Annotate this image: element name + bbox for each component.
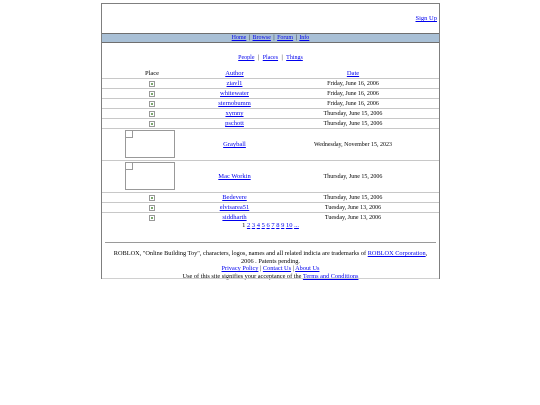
pager-page-link[interactable]: 3 (251, 222, 256, 229)
nav-browse-link[interactable]: Browse (252, 35, 271, 41)
author-link[interactable]: siddharth (222, 214, 247, 221)
table-row (102, 129, 439, 161)
footer-separator: | (260, 265, 262, 273)
footer-divider (105, 242, 436, 243)
date-cell: Tuesday, June 13, 2006 (324, 214, 382, 221)
terms-link[interactable]: Terms and Conditions (302, 272, 359, 280)
privacy-policy-link[interactable]: Privacy Policy (221, 265, 259, 273)
author-link[interactable]: Grayball (223, 141, 246, 148)
author-link[interactable]: xymny (225, 110, 244, 117)
date-cell: Wednesday, November 15, 2023 (314, 141, 392, 148)
date-cell: Friday, June 16, 2006 (327, 80, 379, 87)
pager-more-link[interactable]: ... (294, 222, 299, 229)
pager-current-page: 1 (242, 222, 246, 229)
column-header-date[interactable]: Date (346, 70, 360, 77)
pager-page-link[interactable]: 9 (281, 222, 285, 229)
place-thumbnail-icon[interactable] (149, 81, 155, 87)
nav-info-link[interactable]: Info (299, 35, 310, 41)
nav-separator: | (273, 35, 275, 41)
column-header-place: Place (144, 70, 160, 77)
patent-text: , 2006 . Patents pending. (241, 250, 428, 265)
pager-page-link[interactable]: 10 (285, 222, 293, 229)
author-link[interactable]: Mac Workin (218, 173, 251, 180)
place-thumbnail-icon[interactable] (149, 215, 155, 221)
table-row (102, 213, 439, 222)
author-link[interactable]: elvisarea51 (219, 204, 250, 211)
table-row (102, 161, 439, 193)
bottom-border (102, 278, 439, 279)
footer-separator: | (292, 265, 294, 273)
place-thumbnail-icon[interactable] (149, 91, 155, 97)
place-thumbnail-icon[interactable] (125, 162, 175, 190)
pager-page-link[interactable]: 4 (256, 222, 260, 229)
author-link[interactable]: pschott (225, 120, 244, 127)
date-cell: Thursday, June 15, 2006 (323, 120, 383, 127)
place-thumbnail-icon[interactable] (149, 101, 155, 107)
table-row (102, 89, 439, 99)
pager-page-link[interactable]: 2 (246, 222, 251, 229)
date-cell: Friday, June 16, 2006 (327, 90, 379, 97)
place-thumbnail-icon[interactable] (149, 195, 155, 201)
pager-page-link[interactable]: 5 (261, 222, 265, 229)
tab-separator: | (258, 55, 260, 61)
place-thumbnail-icon[interactable] (149, 111, 155, 117)
pager-page-link[interactable]: 8 (276, 222, 280, 229)
places-table (102, 69, 439, 222)
table-row (102, 79, 439, 89)
table-row (102, 119, 439, 129)
author-link[interactable]: Bedevere (222, 194, 247, 201)
date-cell: Tuesday, June 13, 2006 (324, 204, 382, 211)
table-row (102, 109, 439, 119)
place-thumbnail-icon[interactable] (125, 130, 175, 158)
header (102, 3, 439, 35)
contact-us-link[interactable]: Contact Us (262, 265, 292, 273)
author-link[interactable]: whitewater (220, 90, 249, 97)
date-cell: Thursday, June 15, 2006 (323, 173, 383, 180)
nav-separator: | (248, 35, 251, 41)
footer (110, 250, 431, 280)
author-link[interactable]: ziavl1 (226, 80, 243, 87)
signup-link[interactable]: Sign Up (415, 15, 437, 22)
page-frame (101, 3, 440, 279)
pager-page-link[interactable]: 7 (271, 222, 275, 229)
roblox-corporation-link[interactable]: ROBLOX Corporation (367, 250, 426, 257)
table-row (102, 99, 439, 109)
table-row (102, 193, 439, 203)
pager-page-link[interactable]: 6 (266, 222, 270, 229)
nav-bar (102, 33, 439, 43)
nav-forum-link[interactable]: Forum (277, 35, 294, 41)
tab-people[interactable]: People (238, 55, 255, 61)
tab-things[interactable]: Things (286, 55, 303, 61)
nav-separator: | (295, 35, 297, 41)
column-header-author[interactable]: Author (225, 70, 244, 77)
table-header-row (102, 69, 439, 79)
tab-places[interactable]: Places (262, 55, 279, 61)
about-us-link[interactable]: About Us (295, 265, 320, 273)
terms-text: Use of this site signifies your acceptance of the (182, 272, 302, 280)
date-cell: Thursday, June 15, 2006 (323, 110, 383, 117)
pagination (102, 222, 439, 229)
place-thumbnail-icon[interactable] (149, 205, 155, 211)
tab-separator: | (281, 55, 283, 61)
nav-home-link[interactable]: Home (231, 35, 247, 41)
trademark-text: ROBLOX, "Online Building Toy", characters, logos, names and all related indicia are trademarks of (113, 250, 367, 257)
browse-category-tabs (102, 55, 439, 61)
date-cell: Thursday, June 15, 2006 (323, 194, 383, 201)
place-thumbnail-icon[interactable] (149, 121, 155, 127)
table-row (102, 203, 439, 213)
author-link[interactable]: sternobumm (218, 100, 251, 107)
date-cell: Friday, June 16, 2006 (327, 100, 379, 107)
